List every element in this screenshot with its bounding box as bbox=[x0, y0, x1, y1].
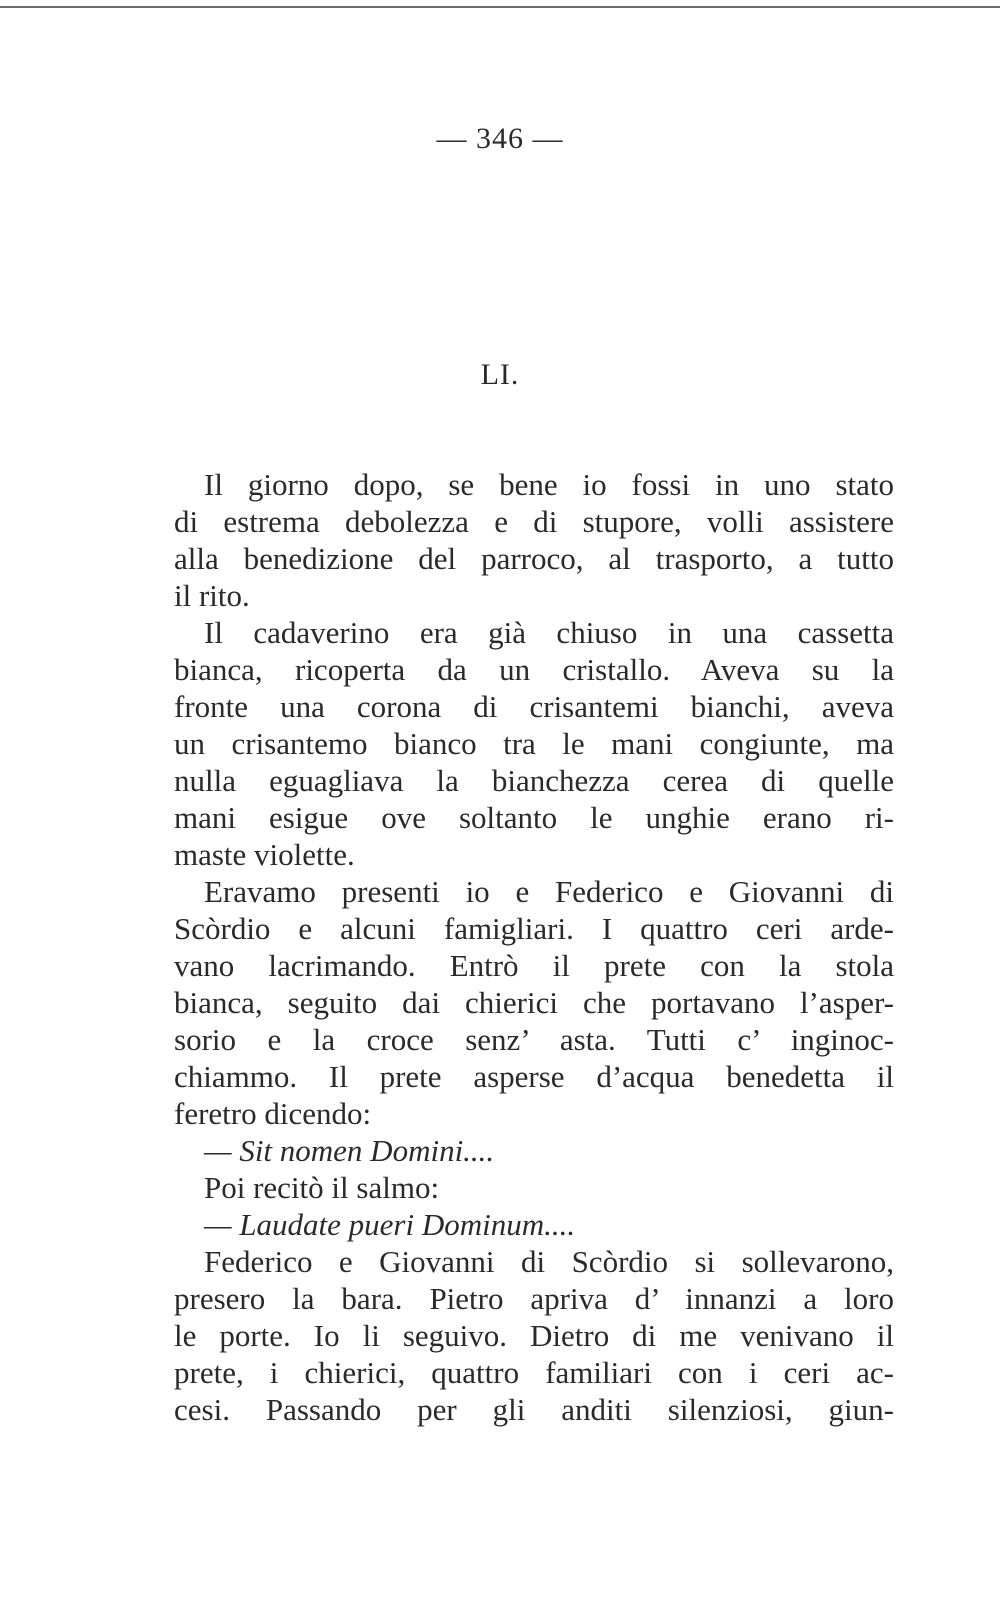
text-line: feretro dicendo: bbox=[174, 1096, 372, 1131]
text-line: chiammo. Il prete asperse d’acqua benedetta il bbox=[174, 1059, 894, 1094]
text-line: fronte una corona di crisantemi bianchi, aveva bbox=[174, 689, 894, 724]
text-line: Il cadaverino era già chiuso in una cassetta bbox=[204, 615, 894, 650]
text-line: un crisantemo bianco tra le mani congiunte, ma bbox=[174, 726, 894, 761]
text-line: sorio e la croce senz’ asta. Tutti c’ inginoc- bbox=[174, 1022, 894, 1057]
text-line: Scòrdio e alcuni famigliari. I quattro ceri arde- bbox=[174, 911, 894, 946]
text-line: bianca, ricoperta da un cristallo. Aveva su la bbox=[174, 652, 894, 687]
text-line: presero la bara. Pietro apriva d’ innanzi a loro bbox=[174, 1281, 894, 1316]
text-line: di estrema debolezza e di stupore, volli assistere bbox=[174, 504, 894, 539]
text-line: nulla eguagliava la bianchezza cerea di quelle bbox=[174, 763, 894, 798]
text-line: il rito. bbox=[174, 578, 250, 613]
top-rule bbox=[0, 6, 1000, 8]
text-line: vano lacrimando. Entrò il prete con la stola bbox=[174, 948, 894, 983]
text-line: Federico e Giovanni di Scòrdio si sollevarono, bbox=[204, 1244, 894, 1279]
body-text bbox=[174, 466, 894, 1428]
text-line: alla benedizione del parroco, al trasporto, a tutto bbox=[174, 541, 894, 576]
text-line: Poi recitò il salmo: bbox=[204, 1170, 440, 1205]
text-line: Eravamo presenti io e Federico e Giovanni di bbox=[204, 874, 894, 909]
text-line: — Laudate pueri Dominum.... bbox=[204, 1207, 576, 1242]
page-number: — 346 — bbox=[436, 122, 564, 155]
text-line: le porte. Io li seguivo. Dietro di me venivano il bbox=[174, 1318, 894, 1353]
text-line: mani esigue ove soltanto le unghie erano ri- bbox=[174, 800, 894, 835]
chapter-heading: LI. bbox=[480, 358, 520, 391]
text-line: cesi. Passando per gli anditi silenziosi, giun- bbox=[174, 1392, 894, 1427]
text-line: prete, i chierici, quattro familiari con i ceri ac- bbox=[174, 1355, 894, 1390]
text-line: bianca, seguito dai chierici che portavano l’asper- bbox=[174, 985, 894, 1020]
text-line: — Sit nomen Domini.... bbox=[204, 1133, 495, 1168]
text-line: Il giorno dopo, se bene io fossi in uno stato bbox=[204, 467, 894, 502]
text-line: maste violette. bbox=[174, 837, 355, 872]
